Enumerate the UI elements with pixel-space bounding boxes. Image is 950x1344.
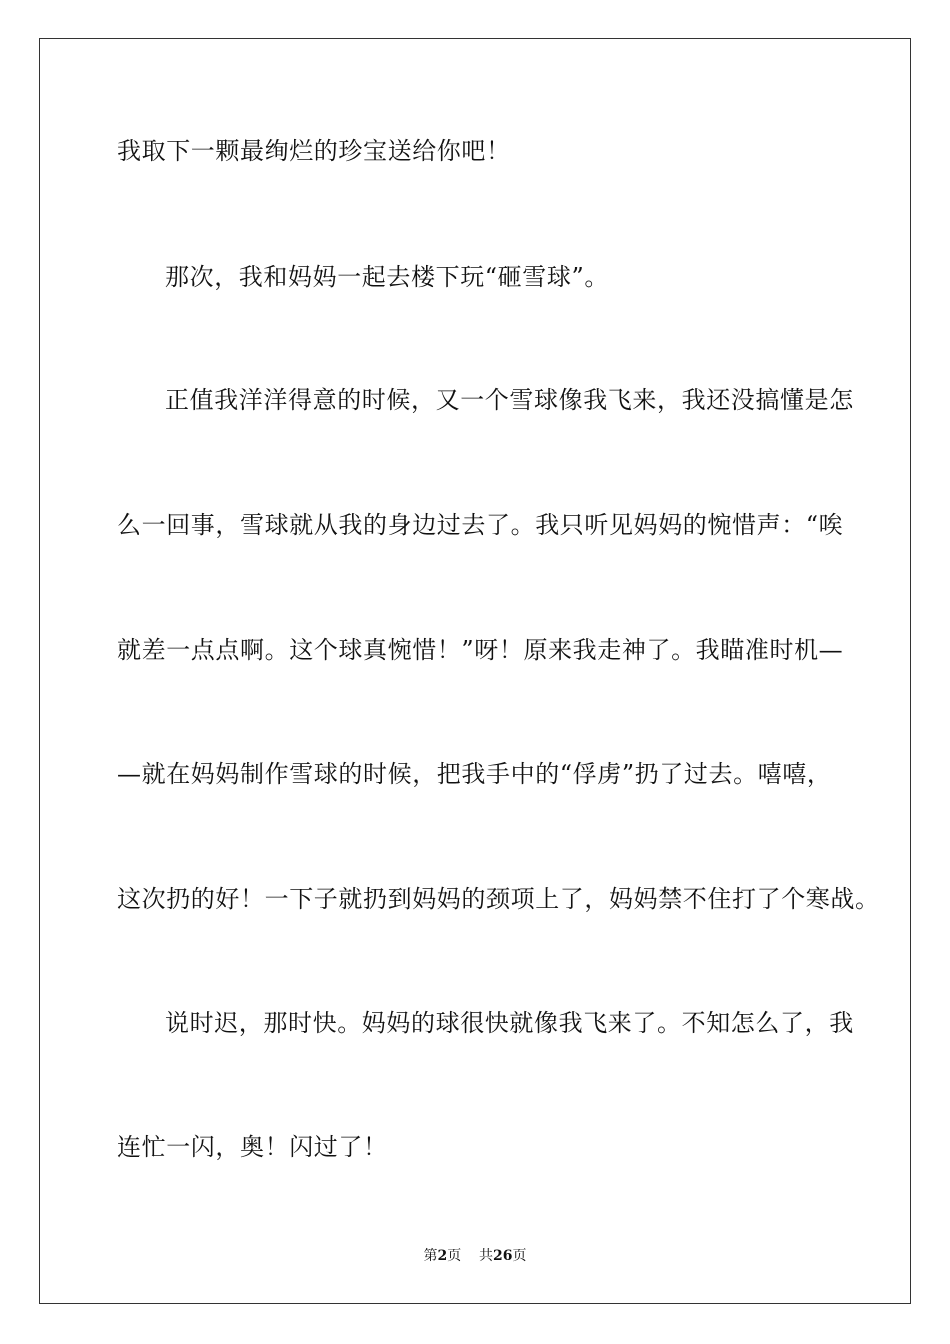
page-frame [39, 38, 911, 1304]
text-line: 这次扔的好！一下子就扔到妈妈的颈项上了，妈妈禁不住打了个寒战。 [117, 885, 880, 913]
total-prefix: 共 [479, 1248, 494, 1264]
text-line: 就差一点点啊。这个球真惋惜！”呀！原来我走神了。我瞄准时机— [117, 636, 844, 664]
page-suffix: 页 [447, 1248, 462, 1264]
text-line: —就在妈妈制作雪球的时候，把我手中的“俘虏”扔了过去。嘻嘻， [117, 760, 832, 788]
text-line: 连忙一闪，奥！闪过了！ [117, 1133, 388, 1161]
page-footer [0, 1247, 950, 1265]
total-suffix: 页 [512, 1248, 527, 1264]
text-line: 正值我洋洋得意的时候，又一个雪球像我飞来，我还没搞懂是怎 [165, 386, 854, 414]
text-line: 我取下一颗最绚烂的珍宝送给你吧！ [117, 137, 511, 165]
text-line: 么一回事，雪球就从我的身边过去了。我只听见妈妈的惋惜声：“唉 [117, 511, 844, 539]
page-current: 2 [437, 1248, 448, 1264]
text-line: 说时迟，那时快。妈妈的球很快就像我飞来了。不知怎么了，我 [165, 1009, 854, 1037]
page-total: 26 [493, 1248, 513, 1264]
page-prefix: 第 [423, 1248, 438, 1264]
text-line: 那次，我和妈妈一起去楼下玩“砸雪球”。 [165, 263, 609, 291]
